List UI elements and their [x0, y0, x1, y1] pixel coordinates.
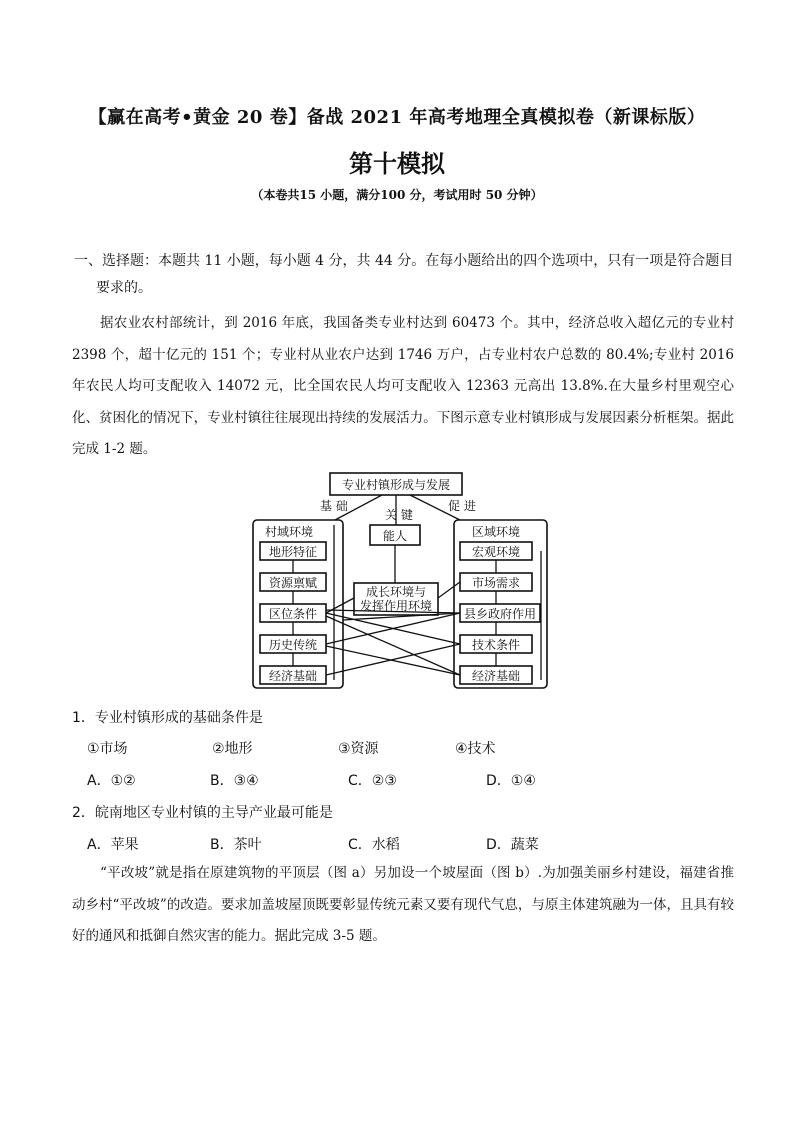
q1-item-2: ②地形: [212, 741, 253, 757]
capable-person-text: 能人: [382, 529, 408, 543]
q2-option-c[interactable]: C．水稻: [348, 837, 400, 853]
right-item-economy: 经济基础: [471, 669, 521, 683]
label-key: 关 键: [385, 508, 413, 522]
left-item-economy: 经济基础: [268, 669, 318, 683]
right-item-technology: 技术条件: [471, 638, 521, 652]
exam-subtitle: 第十模拟: [349, 149, 445, 178]
question-1-stem: 1．专业村镇形成的基础条件是: [72, 710, 263, 726]
q1-option-a[interactable]: A．①②: [87, 773, 136, 789]
left-item-location: 区位条件: [268, 607, 318, 621]
q1-option-b[interactable]: B．③④: [210, 773, 259, 789]
label-promote: 促 进: [448, 499, 476, 513]
left-group-label: 村域环境: [265, 525, 314, 539]
left-item-history: 历史传统: [268, 638, 318, 652]
section-line-2: 要求的。: [96, 280, 152, 296]
right-item-government: 县乡政府作用: [463, 607, 537, 621]
exam-title: 【赢在高考•黄金 20 卷】备战 2021 年高考地理全真模拟卷（新课标版）: [88, 107, 706, 128]
q1-option-c[interactable]: C．②③: [348, 773, 397, 789]
q2-option-b[interactable]: B．茶叶: [210, 837, 262, 853]
q1-item-1: ①市场: [87, 741, 128, 757]
q2-option-d[interactable]: D．蔬菜: [486, 837, 539, 853]
label-basis: 基 础: [320, 499, 348, 513]
question-2-stem: 2．皖南地区专业村镇的主导产业最可能是: [72, 805, 333, 821]
q1-item-3: ③资源: [338, 741, 379, 757]
q1-option-d[interactable]: D．①④: [486, 773, 536, 789]
left-item-terrain: 地形特征: [268, 545, 318, 559]
right-group-label: 区域环境: [472, 525, 521, 539]
q1-item-4: ④技术: [455, 741, 496, 757]
right-item-market: 市场需求: [471, 576, 521, 590]
passage-2: “平改坡”就是指在原建筑物的平顶层（图 a）另加设一个坡屋面（图 b）.为加强美丽乡村建设，福建省推动乡村“平改坡”的改造。要求加盖坡屋顶既要彰显传统元素又要有现代气息，与原主体建筑融为一体，且具有较好的通风和抵御自然灾害的能力。据此完成 3-5 题。: [72, 865, 734, 944]
center-env-line-2: 发挥作用环境: [359, 599, 433, 613]
right-items: [460, 542, 540, 684]
q2-option-a[interactable]: A．苹果: [87, 837, 139, 853]
section-line-1: 一、选择题：本题共 11 小题，每小题 4 分，共 44 分。在每小题给出的四个选项中，只有一项是符合题目: [74, 253, 734, 269]
section-heading: [74, 248, 734, 302]
passage-1: 据农业农村部统计，到 2016 年底，我国备类专业村达到 60473 个。其中，经济总收入超亿元的专业村 2398 个，超十亿元的 151 个；专业村从业农户达到 1746 万户，占专业村农户总数的 80.4%;专业村 2016 年农民人均可支配收入 14072 元，比全国农民人均可支配收入 12363 元高出 13.8%.在大量乡村里观空心化、贫困化的情况下，专业村镇往往展现出持续的发展活力。下图示意专业村镇形成与发展因素分析框架。据此完成 1-2 题。: [72, 315, 734, 457]
exam-note: （本卷共15 小题，满分100 分，考试用时 50 分钟）: [251, 188, 543, 202]
left-item-resource: 资源禀赋: [268, 576, 318, 590]
diagram-top-text: 专业村镇形成与发展: [341, 478, 451, 492]
center-env-line-1: 成长环境与: [365, 585, 427, 599]
right-item-macro: 宏观环境: [471, 545, 521, 559]
factor-framework-diagram: [250, 470, 550, 692]
